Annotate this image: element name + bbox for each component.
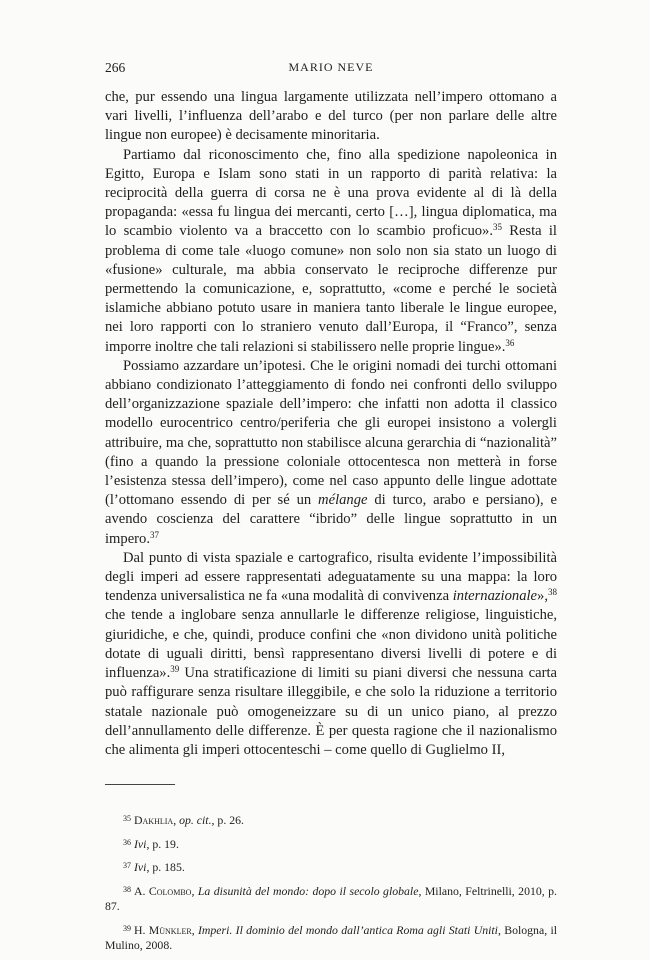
paragraph-text: Una stratificazione di limiti su piani diversi che nessuna carta può raffigurare senza risultare illeggibile, e che solo la riduzione a territorio statale nazionale può omogeneizzare su di un unico piano, al prezzo dell’annullamento delle differenze. È per questa ragione che il nazionalismo che alimenta gli imperi ottocenteschi – come quello di Guglielmo II, [105,665,557,758]
footnote-rest: , p. 19. [146,836,179,851]
running-head [105,60,557,80]
footnotes [105,811,557,954]
footnote [105,811,557,829]
footnote-title: La disunità del mondo: dopo il secolo globale [197,883,419,898]
footnote [105,921,557,954]
footnote-sep: , [173,813,180,828]
body-text [105,88,557,760]
footnote-sep: , [191,922,198,937]
italic-term: internazionale [452,588,538,605]
footnote-rest: , p. 185. [146,860,185,875]
footnote [105,835,557,853]
paragraph-text: Dal punto di vista spaziale e cartografico, risulta evidente l’impossibilità degli imperi ad essere rappresentati adeguatamente su una mappa: la loro tendenza universalistica ne fa «una modalità di convivenza [105,549,557,605]
footnote-separator [105,784,175,785]
page-number: 266 [105,60,126,75]
paragraph-text: che tende a inglobare senza annullarle le differenze religiose, linguistiche, giuridiche, e che, quindi, produce confini che «non dividono unità politiche dotate di uguali diritti, bensì rappresentano diversi livelli di potere e di influenza». [105,607,557,682]
footnote [105,882,557,915]
paragraph-text: che, pur essendo una lingua largamente utilizzata nell’impero ottomano a vari livelli, l’influenza dell’arabo e del turco (per non parlare delle altre lingue non europee) è decisamente minoritaria. [105,89,557,144]
footnote-ref-39[interactable]: 39 [170,664,180,675]
footnote-number: 35 [123,814,131,824]
footnote-title: Ivi [134,836,147,851]
footnote-title: Ivi [134,860,147,875]
footnote-number: 36 [123,837,131,847]
paragraph-text: Resta il problema di come tale «luogo comune» non solo non sia stato un luogo di «fusione» culturale, ma abbia conservato le reciproche differenze pur permettendo la comunicazione, e, soprattutto, «come e perché le società islamiche abbiano potuto usare in maniera tanto liberale le lingue europee, nei loro rapporti con lo straniero venuto dall’Europa, il “Franco”, senza imporre inoltre che tali relazioni si stabilissero nelle proprie lingue». [105,223,557,355]
paragraph-1 [105,88,557,146]
footnote-rest: , Milano, Feltrinelli, 2010, p. 87. [105,883,557,914]
footnote-title: Imperi. Il dominio del mondo dall’antica Roma agli Stati Uniti [197,922,498,937]
footnote-ref-35[interactable]: 35 [493,222,502,233]
footnote-author: Dakhlia [134,813,174,828]
paragraph-text: Partiamo dal riconoscimento che, fino alla spedizione napoleonica in Egitto, Europa e Islam sono stati in un rapporto di parità relativa: la reciprocità della guerra di corsa ne è una prova evidente al di là della propaganda: «essa fu lingua dei mercanti, certo […], lingua diplomatica, ma lo scambio violento va a braccetto con lo scambio proficuo». [105,146,557,240]
running-head-author: MARIO NEVE [288,60,374,74]
book-page [105,60,557,960]
footnote-rest: , p. 26. [211,813,244,828]
footnote-sep: , [191,883,198,898]
paragraph-4 [105,549,557,760]
footnote-rest: , Bologna, il Mulino, 2008. [105,922,557,953]
footnote-title: op. cit. [179,813,212,828]
italic-term: mélange [318,492,368,509]
paragraph-2 [105,146,557,357]
paragraph-text: di turco, arabo e persiano), e avendo coscienza del carattere “ibrido” delle lingue soprattutto in un impero. [105,492,557,547]
paragraph-text: Possiamo azzardare un’ipotesi. Che le origini nomadi dei turchi ottomani abbiano condizionato l’atteggiamento di fondo nei confronti dello sviluppo dell’organizzazione spaziale dell’impero: che infatti non adotta il classico modello eurocentrico centro/periferia che gli europei insistono a volergli attribuire, ma che, soprattutto non stabilisce alcuna gerarchia di “nazionalità” (fino a quando la pressione coloniale ottocentesca non metterà in forse l’esistenza stessa dell’impero), come nel caso appunto delle lingue adottate (l’ottomano essendo di per sé un [105,357,557,509]
footnote-ref-38[interactable]: 38 [548,587,557,598]
footnote [105,858,557,876]
footnote-ref-37[interactable]: 37 [150,529,159,540]
paragraph-text: », [537,588,548,605]
footnote-author: H. Münkler [134,922,192,937]
footnote-author: A. Colombo [134,883,192,898]
footnote-number: 37 [123,861,131,871]
footnote-number: 38 [123,884,131,894]
paragraph-3 [105,357,557,549]
footnote-number: 39 [123,923,131,933]
footnote-ref-36[interactable]: 36 [505,337,515,348]
